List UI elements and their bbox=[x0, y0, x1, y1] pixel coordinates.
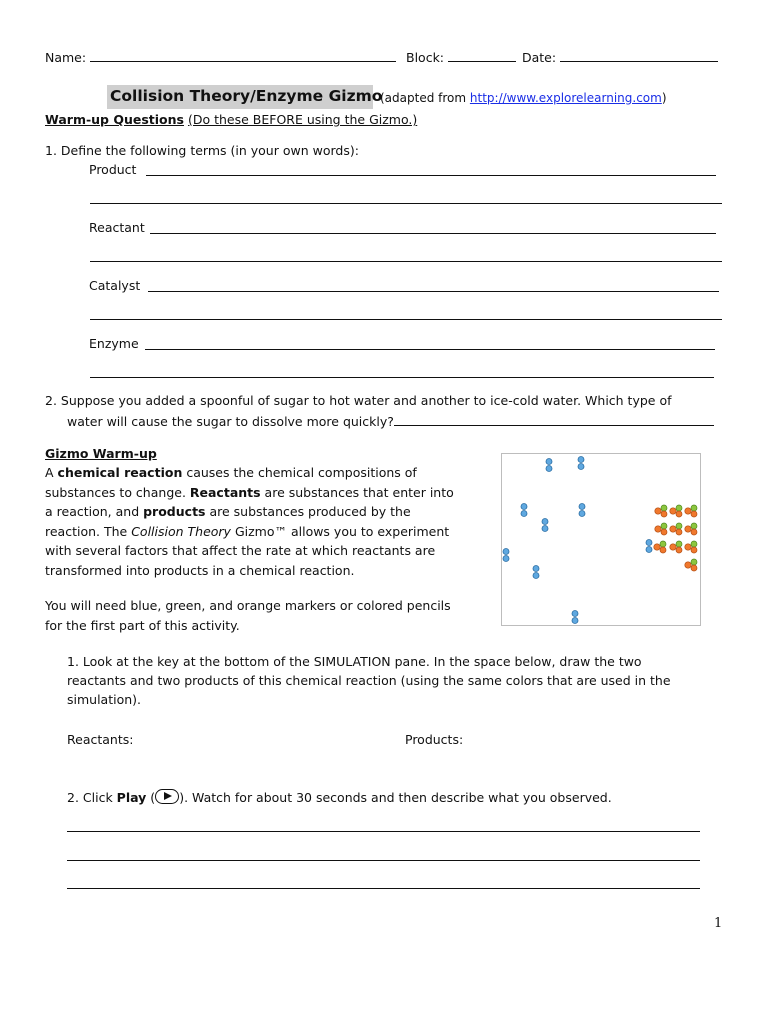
blue-molecule bbox=[546, 459, 552, 472]
product-molecule bbox=[670, 505, 682, 517]
observe-answer-line-2[interactable] bbox=[67, 860, 700, 861]
observe-answer-line-3[interactable] bbox=[67, 888, 700, 889]
term-catalyst: Catalyst bbox=[89, 278, 141, 293]
blue-molecule bbox=[521, 504, 527, 517]
term-product: Product bbox=[89, 162, 137, 177]
date-field[interactable] bbox=[522, 49, 718, 65]
q2-line-2: water will cause the sugar to dissolve more quickly? bbox=[67, 413, 714, 429]
page-number: 1 bbox=[714, 916, 723, 931]
product-molecule bbox=[685, 541, 697, 553]
block-field[interactable] bbox=[406, 49, 516, 65]
name-label: Name: bbox=[45, 50, 87, 65]
markers-paragraph: You will need blue, green, and orange markers or colored pencils for the first part of this activity. bbox=[45, 598, 451, 633]
product-answer-line-1[interactable] bbox=[146, 175, 716, 176]
reactant-answer-line-2[interactable] bbox=[90, 261, 722, 262]
block-label: Block: bbox=[406, 50, 445, 65]
blue-molecule bbox=[578, 457, 584, 470]
blue-molecule bbox=[533, 566, 539, 579]
reactant-answer-line-1[interactable] bbox=[150, 233, 716, 234]
simulation-image bbox=[501, 453, 701, 626]
step1-line-1: 1. Look at the key at the bottom of the SIMULATION pane. In the space below, draw the two bbox=[67, 654, 642, 669]
explorelearning-link[interactable]: http://www.explorelearning.com bbox=[469, 91, 662, 105]
products-label: Products: bbox=[405, 732, 464, 747]
adapted-note: (adapted from http://www.explorelearning.com) bbox=[380, 91, 667, 105]
blue-molecule bbox=[579, 504, 585, 517]
product-molecule bbox=[654, 541, 666, 553]
date-label: Date: bbox=[522, 50, 557, 65]
enzyme-answer-line-1[interactable] bbox=[145, 349, 715, 350]
q2-answer-line[interactable] bbox=[394, 413, 714, 426]
step1-line-2: reactants and two products of this chemical reaction (using the same colors that are used in the bbox=[67, 673, 671, 688]
product-molecule bbox=[670, 523, 682, 535]
observe-answer-line-1[interactable] bbox=[67, 831, 700, 832]
name-field[interactable] bbox=[45, 49, 396, 65]
q2-line-1: 2. Suppose you added a spoonful of sugar to hot water and another to ice-cold water. Which type of bbox=[45, 393, 672, 408]
product-molecule bbox=[685, 505, 697, 517]
q1-text: 1. Define the following terms (in your own words): bbox=[45, 143, 359, 158]
page-title: Collision Theory/Enzyme Gizmo bbox=[110, 87, 383, 105]
blue-molecule bbox=[503, 549, 509, 562]
product-molecule bbox=[685, 523, 697, 535]
enzyme-answer-line-2[interactable] bbox=[90, 377, 714, 378]
step2-text: 2. Click Play ( ). Watch for about 30 seconds and then describe what you observed. bbox=[67, 790, 612, 805]
warmup-note: (Do these BEFORE using the Gizmo.) bbox=[187, 112, 418, 127]
product-molecule bbox=[670, 541, 682, 553]
product-molecule bbox=[685, 559, 697, 571]
catalyst-answer-line-2[interactable] bbox=[90, 319, 722, 320]
term-enzyme: Enzyme bbox=[89, 336, 139, 351]
simulation-molecules bbox=[502, 454, 700, 625]
gizmo-warmup-heading: Gizmo Warm-up bbox=[45, 446, 157, 461]
blue-molecule bbox=[542, 519, 548, 532]
term-reactant: Reactant bbox=[89, 220, 145, 235]
product-molecule bbox=[655, 523, 667, 535]
blue-molecule bbox=[646, 540, 652, 553]
play-icon bbox=[155, 789, 179, 804]
product-answer-line-2[interactable] bbox=[90, 203, 722, 204]
gizmo-intro-paragraph: A chemical reaction causes the chemical compositions of substances to change. Reactants are substances that enter into a reaction, and products are substances produced by the reaction. The Collision Theory Gizmo™ allows you to experiment with several factors that affect the rate at which reactants are transformed into products in a chemical reaction. bbox=[45, 465, 454, 578]
catalyst-answer-line-1[interactable] bbox=[148, 291, 719, 292]
blue-molecule bbox=[572, 611, 578, 624]
warmup-heading: Warm-up Questions (Do these BEFORE using the Gizmo.) bbox=[45, 112, 418, 127]
product-molecule bbox=[655, 505, 667, 517]
reactants-label: Reactants: bbox=[67, 732, 134, 747]
step1-line-3: simulation). bbox=[67, 692, 142, 707]
